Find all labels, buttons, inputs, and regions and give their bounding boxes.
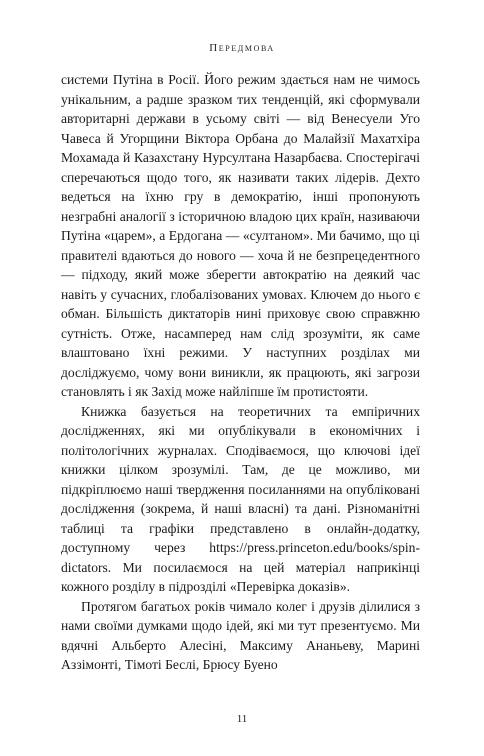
- page-number: 11: [236, 713, 248, 725]
- paragraph-2: Книжка базується на теоретичних та емпіричних дослідженнях, які ми опублікували в економічних і політологічних журналах. Сподіваємося, що ключові ідеї книжки цілком зрозумілі. Там, де це можливо, ми підкріплюємо наші твердження посиланнями на опубліковані дослідження (зокрема, й наші власні) та дані. Різноманітні таблиці та графіки представлено в онлайн-додатку, доступному через https://press.princeton.edu/books/spin-dictators. Ми посилаємося на цей матеріал наприкінці кожного розділу в підрозділі «Перевірка доказів».: [61, 403, 420, 594]
- running-head: Передмова: [209, 42, 275, 54]
- paragraph-1: системи Путіна в Росії. Його режим здається нам не чимось унікальним, а радше зразком тих тенденцій, які сформували авторитарні держави в усьому світі — від Венесуели Уго Чавеса й Угорщини Віктора Орбана до Малайзії Махатхіра Мохамада й Казахстану Нурсултана Назарбаєва. Спостерігачі сперечаються щодо того, як називати таких лідерів. Дехто ведеться на їхню гру в демократію, інші пропонують незграбні аналогії з історичною владою цих країн, називаючи Путіна «царем», а Ердогана — «султаном». Ми бачимо, що ці правителі вдаються до нового — хоча й не безпрецедентного — підходу, який може зберегти автократію на деякий час навіть у сучасних, глобалізованих умовах. Ключем до нього є обман. Більшість диктаторів нині приховує свою справжню сутність. Отже, насамперед нам слід зрозуміти, як саме влаштовано їхні режими. У наступних розділах ми досліджуємо, чому вони виникли, як працюють, які загрози становлять і як Захід може найліпше їм протистояти.: [61, 72, 420, 399]
- body-text: [61, 70, 420, 675]
- paragraph-3: Протягом багатьох років чимало колег і друзів ділилися з нами своїми думками щодо ідей, які ми тут презентуємо. Ми вдячні Альберто Алесіні, Максиму Ананьеву, Марині Аззімонті, Тімоті Беслі, Брюсу Буено: [61, 598, 420, 672]
